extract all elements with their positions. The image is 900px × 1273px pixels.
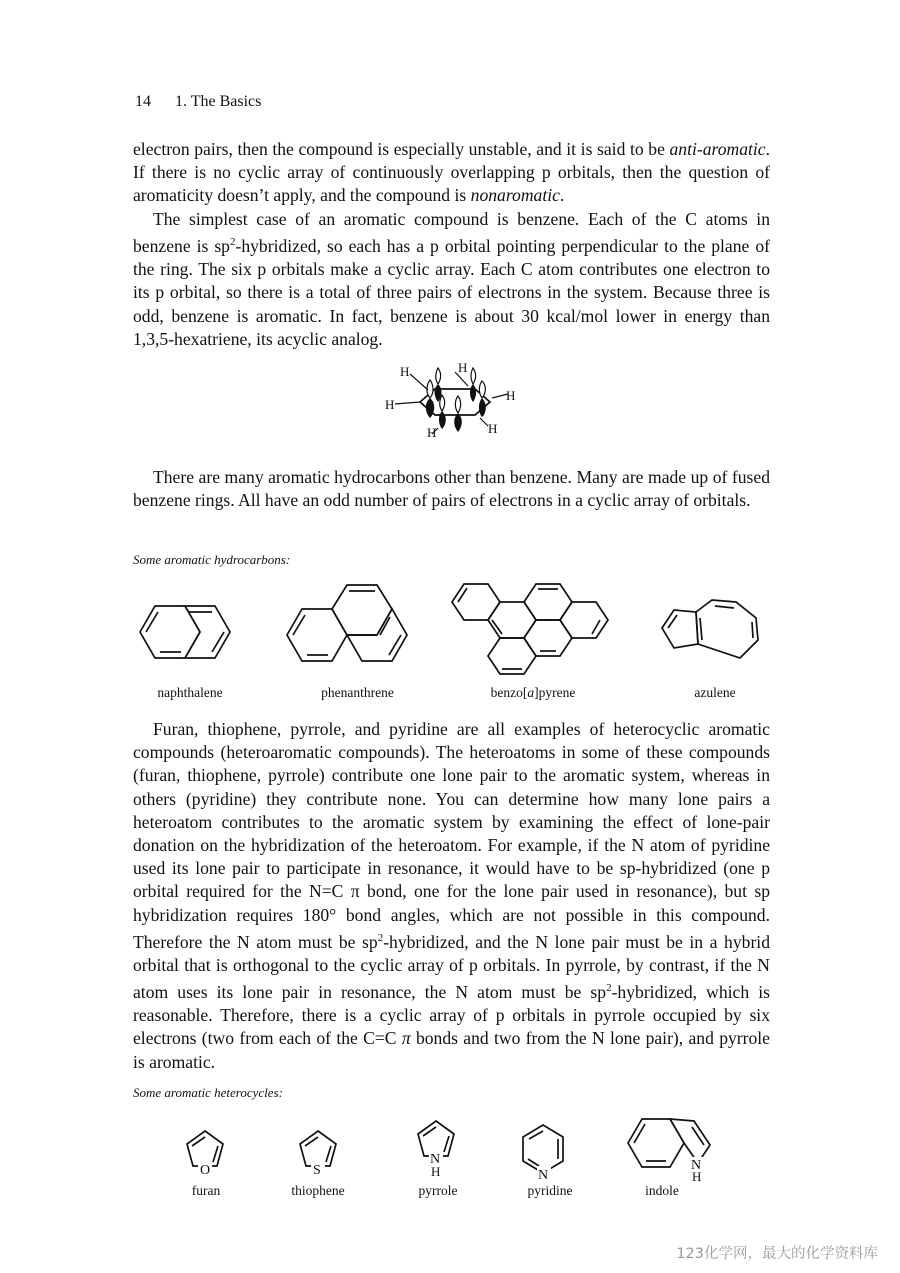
atom-label-h: H xyxy=(431,1164,441,1179)
phenanthrene-structure xyxy=(285,585,420,665)
label-furan: furan xyxy=(191,1183,221,1198)
label-part: ]pyrene xyxy=(534,685,576,700)
atom-label-h: H xyxy=(427,425,437,440)
chapter-title: 1. The Basics xyxy=(175,93,262,110)
label-pyrrole: pyrrole xyxy=(418,1183,458,1198)
paragraph-heterocycles xyxy=(133,718,770,1074)
paragraph-antiaromatic xyxy=(133,138,770,208)
text-span: bond, one for the lone pair used in resonance), but sp hybridization requires 180° bond angles, which are not possible in this compound. Therefore the N atom must be sp xyxy=(133,881,770,952)
label-pyridine: pyridine xyxy=(527,1183,573,1198)
superscript: 2 xyxy=(229,236,236,249)
text-span: The simplest case of an aromatic compound is benzene. Each of the C atoms in benzene is sp xyxy=(133,209,770,257)
caption-hydrocarbons: Some aromatic hydrocarbons: xyxy=(133,552,291,567)
text-span: . If there is no cyclic array of continuously overlapping p orbitals, then the question of aromaticity doesn’t apply, and the compound is xyxy=(133,139,770,206)
pi-symbol: π xyxy=(350,881,360,902)
label-naphthalene: naphthalene xyxy=(157,685,223,700)
label-thiophene: thiophene xyxy=(291,1183,345,1198)
furan-structure xyxy=(183,1128,228,1176)
superscript: 2 xyxy=(606,982,612,995)
watermark: 123化学网，最大的化学资料库 xyxy=(676,1246,878,1262)
atom-label-n: N xyxy=(691,1158,702,1173)
label-indole: indole xyxy=(645,1183,679,1198)
atom-label-h: H xyxy=(488,421,498,436)
atom-label-n: N xyxy=(538,1168,549,1183)
label-part: benzo[ xyxy=(490,685,528,700)
superscript: 2 xyxy=(377,931,384,944)
pyridine-structure xyxy=(519,1123,569,1181)
text-span: -hybridized, so each has a p orbital pointing perpendicular to the plane of the ring. The six p orbitals make a cyclic array. Each C atom contributes one electron to its p orbital, so there is a total of three pairs of electrons in the system. Because three is odd, benzene is aromatic. In fact, benzene is about 30 kcal/mol lower in energy than 1,3,5-hexatriene, its acyclic analog. xyxy=(133,236,770,349)
text-span: Furan, thiophene, pyrrole, and pyridine are all examples of heterocyclic aromatic compounds (heteroaromatic compounds). The heteroatoms in some of these compounds (furan, thiophene, pyrrole) contribute one lone pair to the aromatic system, whereas in others (pyridine) they contribute none. You can determine how many lone pairs a heteroatom contributes to the aromatic system by examining the effect of lone-pair donation on the hybridization of the heteroatom. For example, if the N atom of pyridine used its lone pair to participate in resonance, it would have to be sp-hybridized (one p orbital required for the N=C xyxy=(133,719,770,902)
running-header xyxy=(135,93,261,111)
atom-label-h: H xyxy=(506,388,516,403)
atom-label-h: H xyxy=(400,364,410,379)
text-span: electron pairs, then the compound is especially unstable, and it is said to be xyxy=(133,139,670,159)
atom-label-h: H xyxy=(458,360,468,375)
label-part: a xyxy=(527,685,535,700)
text-span: -hybridized, which is reasonable. Therefore, there is a cyclic array of p orbitals in pyrrole occupied by six electrons (two from each of the C=C xyxy=(133,981,770,1049)
atom-label-s: S xyxy=(313,1163,321,1178)
term-nonaromatic: nonaromatic xyxy=(470,185,560,206)
label-azulene: azulene xyxy=(694,685,736,700)
page-number: 14 xyxy=(135,93,151,110)
benzopyrene-structure xyxy=(450,584,625,679)
pi-symbol: π xyxy=(401,1028,411,1049)
text-span: -hybridized, and the N lone pair must be in a hybrid orbital that is orthogonal to the cyclic array of p orbitals. In pyrrole, by contrast, if the N atom uses its lone pair in resonance, the N atom must be sp xyxy=(133,931,770,1002)
term-antiaromatic: anti-aromatic xyxy=(669,139,766,159)
thiophene-structure xyxy=(296,1128,341,1176)
text-span: . xyxy=(559,185,565,206)
paragraph-hydrocarbons xyxy=(133,466,770,512)
azulene-structure xyxy=(660,598,765,663)
atom-label-o: O xyxy=(200,1163,211,1178)
benzene-orbital-figure xyxy=(380,362,530,442)
text-span: There are many aromatic hydrocarbons other than benzene. Many are made up of fused benzene rings. All have an odd number of pairs of electrons in a cyclic array of orbitals. xyxy=(133,467,770,511)
pyrrole-structure xyxy=(414,1118,459,1180)
atom-label-h: H xyxy=(385,397,395,412)
atom-label-n: N xyxy=(430,1152,441,1167)
label-benzopyrene xyxy=(478,685,588,701)
naphthalene-structure xyxy=(138,602,238,662)
text-span: bonds and two from the N lone pair), and pyrrole is aromatic. xyxy=(133,1028,770,1072)
indole-structure xyxy=(626,1115,721,1185)
caption-heterocycles: Some aromatic heterocycles: xyxy=(133,1085,283,1100)
paragraph-benzene xyxy=(133,208,770,351)
label-phenanthrene: phenanthrene xyxy=(321,685,394,700)
atom-label-h: H xyxy=(692,1169,702,1184)
